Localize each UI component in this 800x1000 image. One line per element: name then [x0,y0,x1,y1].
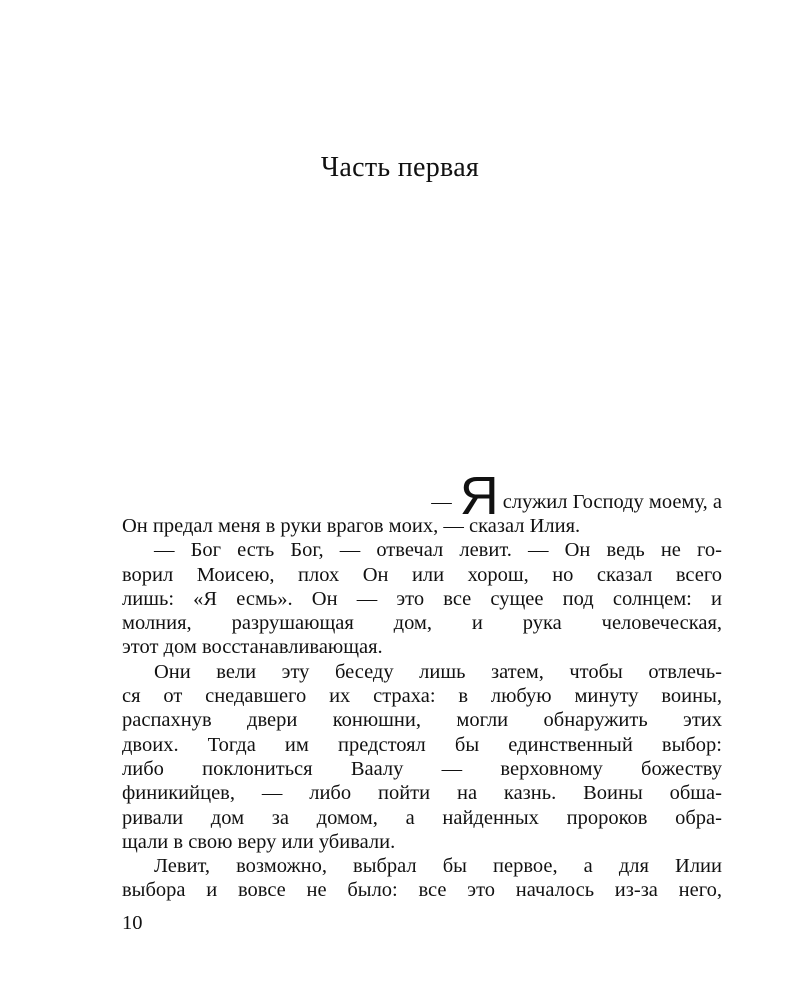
text-line: щали в свою веру или убивали. [122,830,396,853]
text-line: лишь: «Я есмь». Он — это все сущее под солнцем: и [122,587,722,610]
text-line: ся от снедавшего их страха: в любую минуту воины, [122,685,722,708]
text-line: Левит, возможно, выбрал бы первое, а для Илии [154,855,722,878]
text-line: двоих. Тогда им предстоял бы единственный выбор: [122,733,722,756]
opening-line-text: служил Господу моему, а [502,490,722,513]
text-line: выбора и вовсе не было: все это началось из-за него, [122,879,722,902]
text-line: финикийцев, — либо пойти на казнь. Воины обша- [122,782,722,805]
text-line: распахнув двери конюшни, могли обнаружить этих [122,709,722,732]
page-number: 10 [122,912,143,934]
text-line: молния, разрушающая дом, и рука человеческая, [122,612,722,635]
text-line: этот дом восстанавливающая. [122,636,383,659]
chapter-title: Часть первая [320,152,480,183]
text-line: ривали дом за домом, а найденных пророков обра- [122,806,722,829]
drop-cap: Я [459,466,499,526]
text-line: Он предал меня в руки врагов моих, — сказал Илия. [122,515,581,537]
text-lines [122,514,722,903]
body-text [122,466,722,903]
text-line: Они вели эту беседу лишь затем, чтобы отвлечь- [154,660,722,683]
text-line: либо поклониться Ваалу — верховному божеству [122,757,722,780]
text-line: ворил Моисею, плох Он или хорош, но сказал всего [122,563,722,586]
opening-dash: — [431,490,452,513]
text-line: — Бог есть Бог, — отвечал левит. — Он ведь не го- [154,539,722,562]
